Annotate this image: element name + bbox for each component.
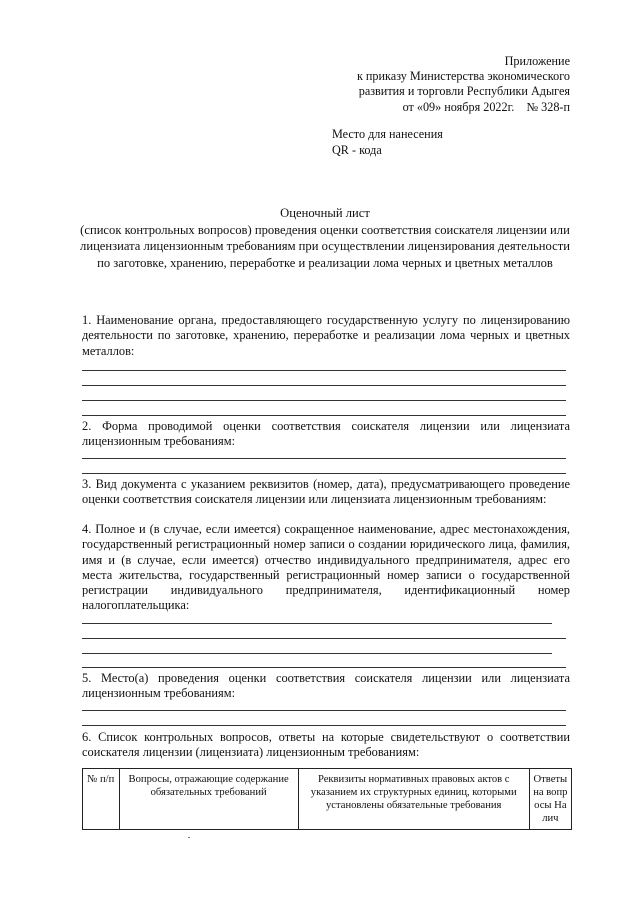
checklist-table (82, 768, 572, 830)
fill-line (82, 370, 566, 371)
qr-code-placeholder (332, 127, 443, 158)
document-title (80, 205, 570, 271)
header-legal-references: Реквизиты нормативных правовых актов с указанием их структурных единиц, которыми установлены обязательные требования (298, 769, 529, 830)
section-6-text: 6. Список контрольных вопросов, ответы на которые свидетельствуют о соответствии соискателя лицензии (лицензиата) лицензионным требованиям: (82, 730, 570, 760)
fill-line (82, 415, 566, 416)
fill-line (82, 473, 566, 474)
fill-line (82, 385, 566, 386)
section-5-text: 5. Место(а) проведения оценки соответствия соискателя лицензии или лицензиата лицензионным требованиям: (82, 671, 570, 701)
appendix-header (357, 54, 570, 115)
appendix-line: развития и торговли Республики Адыгея (358, 84, 570, 99)
header-answers: Ответы на вопросы Налич (529, 769, 571, 830)
section-3-text: 3. Вид документа с указанием реквизитов (номер, дата), предусматривающего проведение оценки соответствия соискателя лицензии или лицензиата лицензионным требованиям: (82, 477, 570, 507)
fill-line (82, 667, 566, 668)
section-2-text: 2. Форма проводимой оценки соответствия соискателя лицензии или лицензиата лицензионным требованиям: (82, 419, 570, 449)
title-heading: Оценочный лист (280, 206, 370, 220)
fill-line (82, 400, 566, 401)
qr-label-line: Место для нанесения (332, 127, 443, 141)
appendix-date-number: от «09» ноября 2022г. № 328-п (402, 99, 570, 114)
title-subtitle: (список контрольных вопросов) проведения оценки соответствия соискателя лицензии или лицензиата лицензионным требованиям при осуществлении лицензирования деятельности по заготовке, хранению, переработке и реализации лома черных и цветных металлов (80, 222, 570, 270)
table-header-row (83, 769, 572, 830)
fill-line (82, 653, 552, 654)
fill-line (82, 638, 566, 639)
header-questions: Вопросы, отражающие содержание обязательных требований (119, 769, 298, 830)
section-1-text: 1. Наименование органа, предоставляющего государственную услугу по лицензированию деятельности по заготовке, хранению, переработке и реализации лома черных и цветных металлов: (82, 313, 570, 358)
section-4-text: 4. Полное и (в случае, если имеется) сокращенное наименование, адрес местонахождения, государственный регистрационный номер записи о создании юридического лица, фамилия, имя и (в случае, если имеется) отчество индивидуального предпринимателя, адрес его места жительства, государственный регистрационный номер записи о государственной регистрации индивидуального предпринимателя, идентификационный номер налогоплательщика: (82, 522, 570, 613)
appendix-line: к приказу Министерства экономического (356, 69, 570, 84)
qr-label-line: QR - кода (332, 142, 382, 157)
appendix-line: Приложение (504, 54, 570, 68)
header-number: № п/п (83, 769, 120, 830)
fill-line (82, 725, 566, 726)
scan-speck (188, 837, 190, 838)
fill-line (82, 623, 552, 624)
fill-line (82, 710, 566, 711)
fill-line (82, 458, 566, 459)
